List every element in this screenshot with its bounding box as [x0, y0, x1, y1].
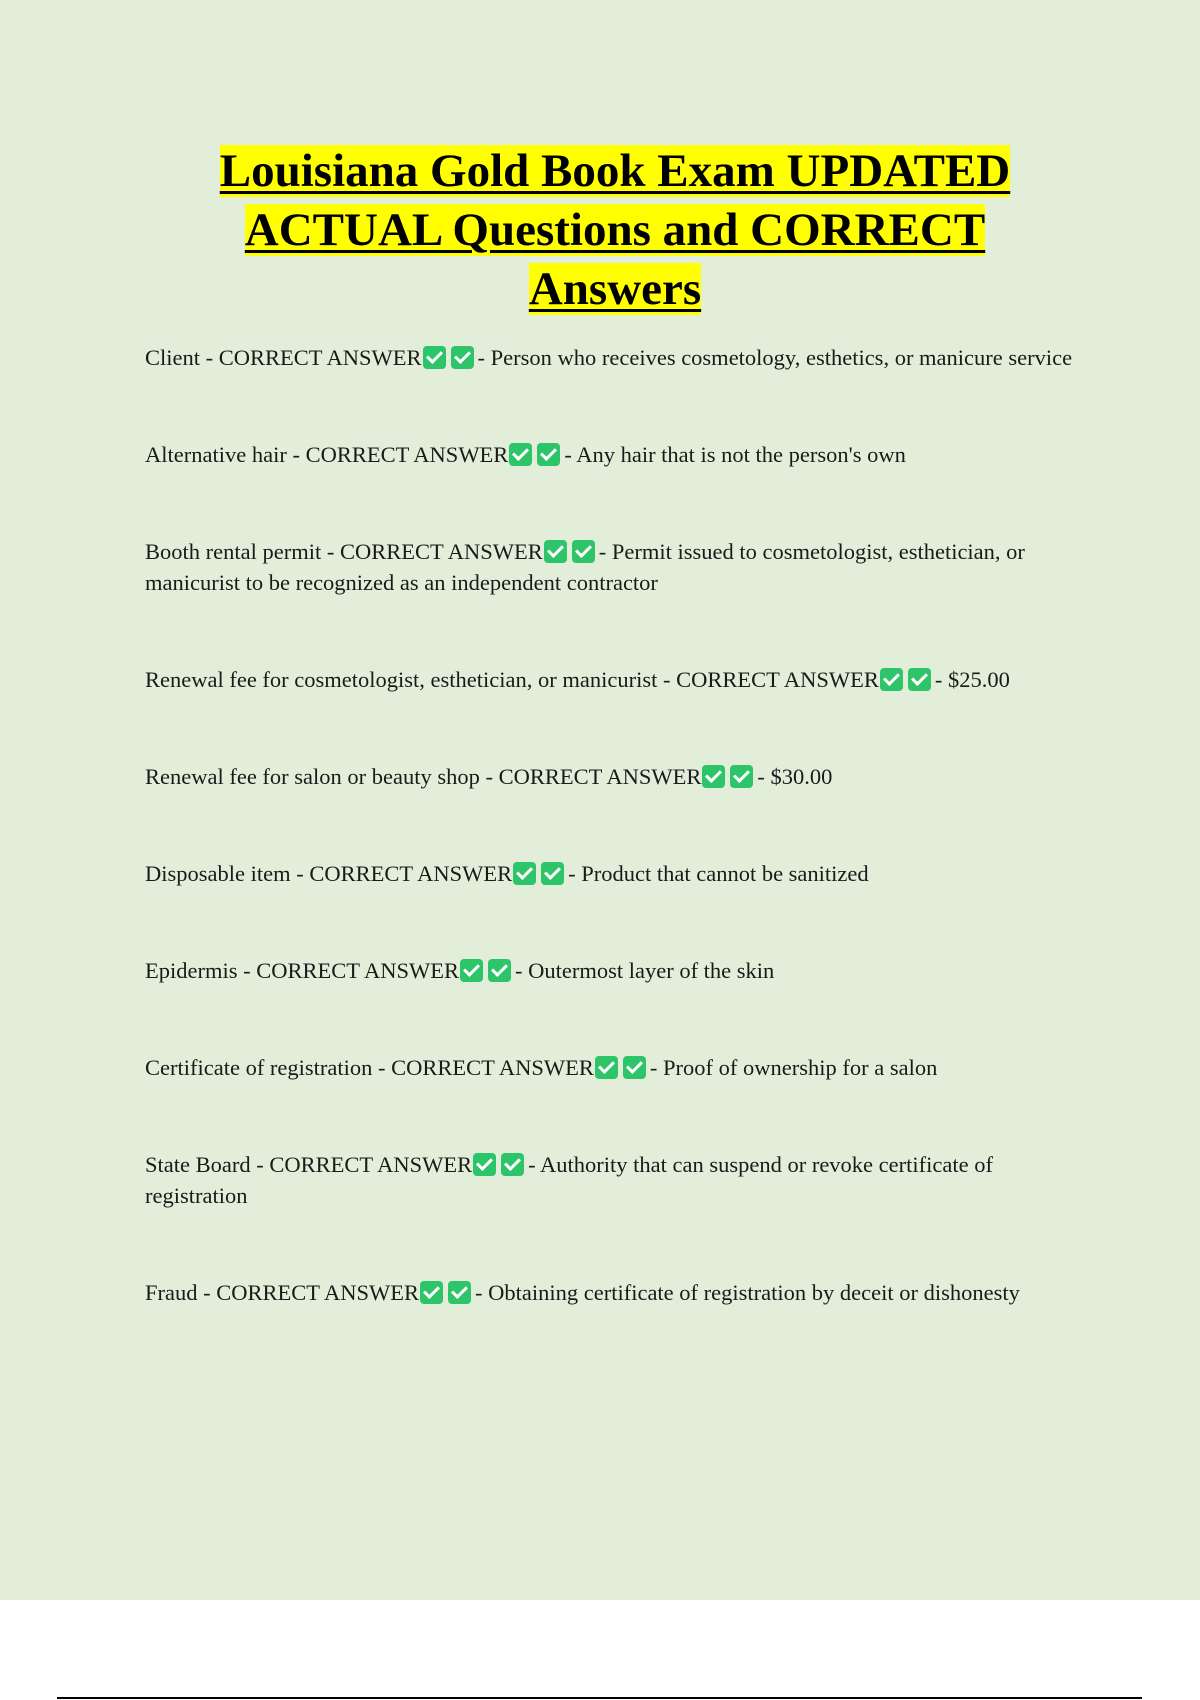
check-mark-icon: [623, 1056, 646, 1079]
qa-list: [145, 342, 1090, 1308]
page-title: [160, 142, 1070, 319]
check-mark-icon: [702, 765, 725, 788]
answer-marker: CORRECT ANSWER: [309, 861, 513, 886]
title-line: ACTUAL Questions and CORRECT: [244, 204, 986, 256]
check-mark-icon: [451, 346, 474, 369]
footer-divider: [57, 1697, 1142, 1699]
entry-definition: Authority that can suspend or revoke certificate of registration: [145, 1152, 993, 1208]
entry-definition: Any hair that is not the person's own: [576, 442, 906, 467]
qa-entry: Fraud - CORRECT ANSWER - Obtaining certificate of registration by deceit or dishonesty: [145, 1280, 1020, 1305]
entry-definition: Obtaining certificate of registration by deceit or dishonesty: [488, 1280, 1020, 1305]
entry-term: Client: [145, 345, 200, 370]
check-mark-icon: [537, 443, 560, 466]
check-mark-icon: [460, 959, 483, 982]
entry-term: Fraud: [145, 1280, 198, 1305]
check-mark-icon: [544, 540, 567, 563]
check-mark-icon: [908, 668, 931, 691]
answer-marker: CORRECT ANSWER: [498, 764, 702, 789]
entry-term: Epidermis: [145, 958, 238, 983]
check-mark-icon: [595, 1056, 618, 1079]
check-mark-icon: [730, 765, 753, 788]
entry-term: Disposable item: [145, 861, 291, 886]
entry-term: Booth rental permit: [145, 539, 322, 564]
qa-entry: Epidermis - CORRECT ANSWER - Outermost layer of the skin: [145, 958, 775, 983]
check-mark-icon: [572, 540, 595, 563]
qa-entry: Renewal fee for cosmetologist, esthetician, or manicurist - CORRECT ANSWER - $25.00: [145, 667, 1010, 692]
check-mark-icon: [880, 668, 903, 691]
check-mark-icon: [473, 1153, 496, 1176]
qa-entry: Disposable item - CORRECT ANSWER - Product that cannot be sanitized: [145, 861, 869, 886]
entry-definition: Outermost layer of the skin: [528, 958, 775, 983]
answer-marker: CORRECT ANSWER: [676, 667, 879, 692]
answer-marker: CORRECT ANSWER: [269, 1152, 473, 1177]
check-mark-icon: [509, 443, 532, 466]
answer-marker: CORRECT ANSWER: [218, 345, 422, 370]
qa-entry: Renewal fee for salon or beauty shop - CORRECT ANSWER - $30.00: [145, 764, 833, 789]
answer-marker: CORRECT ANSWER: [339, 539, 543, 564]
title-line: Answers: [528, 263, 702, 315]
qa-entry: State Board - CORRECT ANSWER - Authority that can suspend or revoke certificate of registration: [145, 1152, 993, 1208]
check-mark-icon: [448, 1281, 471, 1304]
entry-definition: $30.00: [770, 764, 833, 789]
check-mark-icon: [501, 1153, 524, 1176]
entry-term: Renewal fee for salon or beauty shop: [145, 764, 480, 789]
entry-term: Renewal fee for cosmetologist, esthetician, or manicurist: [145, 667, 658, 692]
answer-marker: CORRECT ANSWER: [391, 1055, 594, 1080]
check-mark-icon: [541, 862, 564, 885]
check-mark-icon: [488, 959, 511, 982]
answer-marker: CORRECT ANSWER: [305, 442, 509, 467]
check-mark-icon: [423, 346, 446, 369]
answer-marker: CORRECT ANSWER: [216, 1280, 419, 1305]
answer-marker: CORRECT ANSWER: [256, 958, 459, 983]
entry-term: Alternative hair: [145, 442, 287, 467]
entry-definition: Person who receives cosmetology, esthetics, or manicure service: [490, 345, 1073, 370]
check-mark-icon: [513, 862, 536, 885]
qa-entry: Alternative hair - CORRECT ANSWER - Any hair that is not the person's own: [145, 442, 906, 467]
entry-definition: Proof of ownership for a salon: [663, 1055, 938, 1080]
check-mark-icon: [420, 1281, 443, 1304]
entry-term: Certificate of registration: [145, 1055, 373, 1080]
qa-entry: Client - CORRECT ANSWER - Person who receives cosmetology, esthetics, or manicure service: [145, 345, 1073, 370]
title-line: Louisiana Gold Book Exam UPDATED: [219, 145, 1011, 197]
entry-definition: Product that cannot be sanitized: [581, 861, 869, 886]
qa-entry: Booth rental permit - CORRECT ANSWER - Permit issued to cosmetologist, esthetician, or manicurist to be recognized as an independent contractor: [145, 539, 1025, 595]
qa-entry: Certificate of registration - CORRECT ANSWER - Proof of ownership for a salon: [145, 1055, 938, 1080]
entry-term: State Board: [145, 1152, 251, 1177]
entry-definition: $25.00: [947, 667, 1010, 692]
entry-definition: Permit issued to cosmetologist, esthetician, or manicurist to be recognized as an independent contractor: [145, 539, 1025, 595]
